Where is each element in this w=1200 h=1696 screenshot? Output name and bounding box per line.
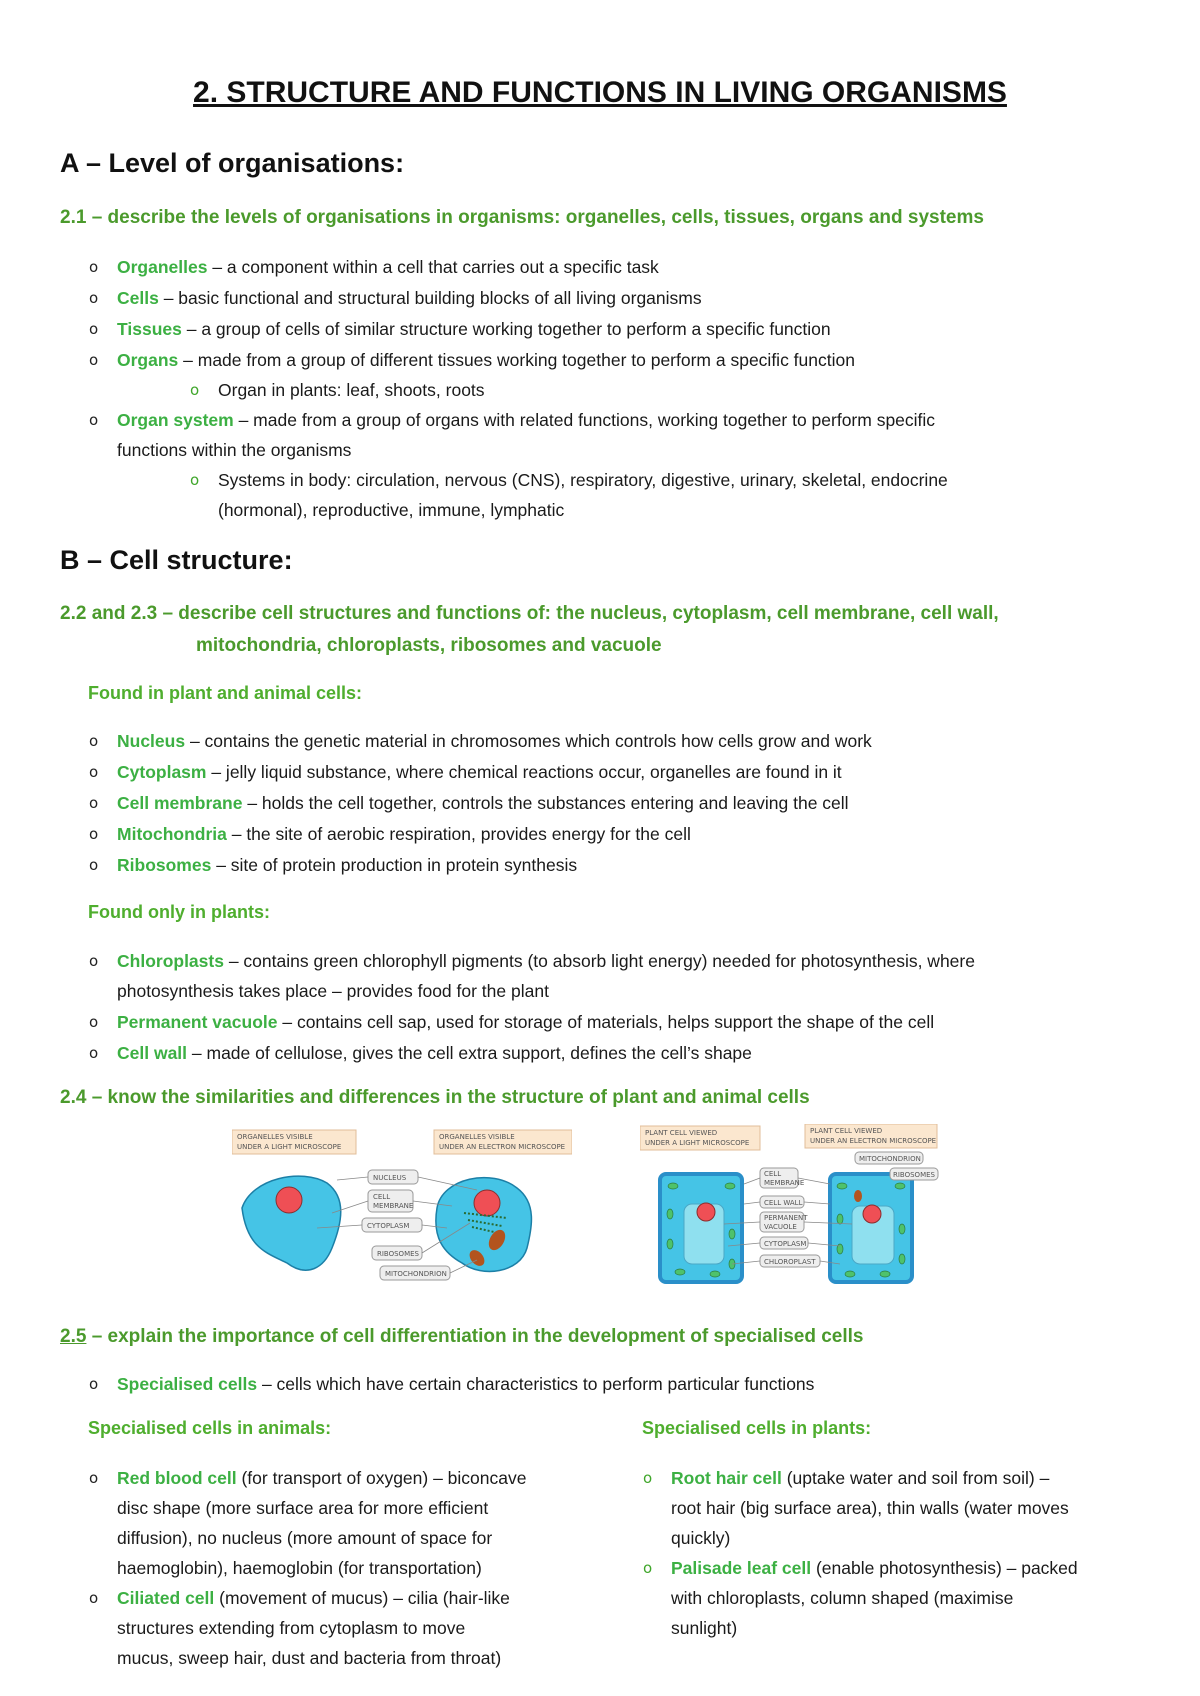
term-palisade-leaf-cell: Palisade leaf cell	[671, 1558, 812, 1578]
bullet-icon: o	[89, 732, 99, 750]
term-ciliated-cell: Ciliated cell	[117, 1588, 215, 1608]
plants-heading: Specialised cells in plants:	[642, 1418, 872, 1438]
list-item	[89, 1007, 935, 1037]
figure-label: VACUOLE	[764, 1223, 797, 1231]
definition: (movement of mucus) – cilia (hair-like	[214, 1588, 510, 1608]
figure-label: PERMANENT	[764, 1214, 808, 1222]
term-cells: Cells	[117, 288, 159, 308]
definition-continued: photosynthesis takes place – provides food for the plant	[117, 981, 549, 1001]
definition-continued: functions within the organisms	[117, 440, 352, 460]
figure-label: MITOCHONDRION	[385, 1270, 447, 1278]
definition-continued: diffusion), no nucleus (more amount of space for	[117, 1528, 493, 1548]
list-item	[89, 726, 872, 756]
bullet-icon: o	[89, 411, 99, 429]
figure-label: ORGANELLES VISIBLE	[439, 1133, 515, 1141]
definition: (enable photosynthesis) – packed	[811, 1558, 1078, 1578]
section-b-heading: B – Cell structure:	[60, 545, 293, 575]
term-ribosomes: Ribosomes	[117, 855, 212, 875]
list-item	[89, 252, 659, 282]
list-item	[89, 819, 691, 849]
bullet-icon: o	[89, 351, 99, 369]
list-item	[89, 850, 578, 880]
definition: – site of protein production in protein synthesis	[211, 855, 578, 875]
list-item	[89, 788, 849, 818]
figure-label: UNDER AN ELECTRON MICROSCOPE	[810, 1137, 937, 1145]
list-item	[89, 283, 702, 313]
bullet-icon: o	[89, 856, 99, 874]
spec-2-4: 2.4 – know the similarities and differences in the structure of plant and animal cells	[60, 1087, 810, 1108]
definition-continued: quickly)	[671, 1528, 731, 1548]
term-permanent-vacuole: Permanent vacuole	[117, 1012, 278, 1032]
section-a-heading: A – Level of organisations:	[60, 148, 405, 178]
bullet-icon: o	[89, 1044, 99, 1062]
sub-list-item	[190, 465, 948, 525]
animals-heading: Specialised cells in animals:	[88, 1418, 332, 1438]
definition: – basic functional and structural building blocks of all living organisms	[158, 288, 702, 308]
bullet-icon: o	[89, 289, 99, 307]
term-chloroplasts: Chloroplasts	[117, 951, 224, 971]
list-item	[643, 1463, 1069, 1553]
nucleus-shape	[474, 1190, 500, 1216]
figure-label: CHLOROPLAST	[764, 1258, 816, 1266]
definition-continued: root hair (big surface area), thin walls (water moves	[671, 1498, 1069, 1518]
term-cell-wall: Cell wall	[117, 1043, 188, 1063]
definition-continued: with chloroplasts, column shaped (maximise	[671, 1588, 1014, 1608]
term-nucleus: Nucleus	[117, 731, 186, 751]
list-item	[89, 405, 936, 465]
nucleus-shape	[863, 1205, 881, 1223]
sub-text-continued: (hormonal), reproductive, immune, lymphatic	[218, 500, 565, 520]
term-red-blood-cell: Red blood cell	[117, 1468, 237, 1488]
spec-2-1: 2.1 – describe the levels of organisations in organisms: organelles, cells, tissues, organs and systems	[60, 207, 984, 228]
bullet-icon: o	[89, 1589, 99, 1607]
sub-list-item	[190, 375, 485, 405]
definition: – holds the cell together, controls the substances entering and leaving the cell	[242, 793, 849, 813]
term-specialised-cells: Specialised cells	[117, 1374, 258, 1394]
list-item	[643, 1553, 1078, 1643]
definition: (for transport of oxygen) – biconcave	[236, 1468, 527, 1488]
bullet-icon: o	[89, 825, 99, 843]
list-item	[89, 1369, 815, 1399]
spec-number: 2.5	[60, 1326, 87, 1347]
bullet-icon: o	[89, 794, 99, 812]
bullet-icon: o	[89, 258, 99, 276]
figure-label: NUCLEUS	[373, 1174, 407, 1182]
definition: – made from a group of different tissues working together to perform a specific function	[178, 350, 855, 370]
bullet-icon: o	[89, 320, 99, 338]
found-in-both-heading: Found in plant and animal cells:	[88, 683, 363, 703]
figure-label: CELL	[373, 1193, 391, 1201]
definition: – cells which have certain characteristics to perform particular functions	[257, 1374, 815, 1394]
figure-label: CYTOPLASM	[764, 1240, 807, 1248]
definition: – the site of aerobic respiration, provides energy for the cell	[226, 824, 691, 844]
definition-continued: sunlight)	[671, 1618, 738, 1638]
term-organelles: Organelles	[117, 257, 208, 277]
definition-continued: structures extending from cytoplasm to move	[117, 1618, 466, 1638]
animal-cell-diagram	[232, 1128, 572, 1286]
list-item	[89, 314, 831, 344]
mitochondrion-shape	[854, 1190, 862, 1202]
term-cell-membrane: Cell membrane	[117, 793, 243, 813]
definition-continued: haemoglobin), haemoglobin (for transportation)	[117, 1558, 482, 1578]
definition: – made of cellulose, gives the cell extra support, defines the cell’s shape	[187, 1043, 752, 1063]
sub-bullet-icon: o	[190, 471, 200, 489]
term-organ-system: Organ system	[117, 410, 234, 430]
figure-label: ORGANELLES VISIBLE	[237, 1133, 313, 1141]
definition: – a component within a cell that carries out a specific task	[207, 257, 659, 277]
bullet-icon: o	[89, 1469, 99, 1487]
figure-label: UNDER A LIGHT MICROSCOPE	[237, 1143, 342, 1151]
figure-label: UNDER AN ELECTRON MICROSCOPE	[439, 1143, 566, 1151]
figure-label: UNDER A LIGHT MICROSCOPE	[645, 1139, 750, 1147]
figure-label: MEMBRANE	[373, 1202, 414, 1210]
definition: (uptake water and soil from soil) –	[781, 1468, 1050, 1488]
list-item	[89, 1038, 752, 1068]
bullet-icon: o	[643, 1469, 653, 1487]
definition: – made from a group of organs with related functions, working together to perform specific	[233, 410, 936, 430]
list-item	[89, 345, 855, 375]
spec-2-2: 2.2 and 2.3 – describe cell structures and functions of: the nucleus, cytoplasm, cell membrane, cell wall,	[60, 603, 999, 624]
list-item	[89, 1463, 527, 1583]
definition: – jelly liquid substance, where chemical reactions occur, organelles are found in it	[206, 762, 842, 782]
page-title: 2. STRUCTURE AND FUNCTIONS IN LIVING ORGANISMS	[193, 76, 1007, 109]
definition-continued: disc shape (more surface area for more efficient	[117, 1498, 489, 1518]
bullet-icon: o	[89, 1013, 99, 1031]
definition: – contains the genetic material in chromosomes which controls how cells grow and work	[185, 731, 872, 751]
term-organs: Organs	[117, 350, 179, 370]
definition: – contains green chlorophyll pigments (to absorb light energy) needed for photosynthesis, where	[223, 951, 975, 971]
bullet-icon: o	[643, 1559, 653, 1577]
bullet-icon: o	[89, 952, 99, 970]
list-item	[89, 757, 842, 787]
spec-2-5	[60, 1321, 864, 1352]
figure-label: PLANT CELL VIEWED	[810, 1127, 883, 1135]
plant-cell-diagram	[640, 1124, 940, 1289]
term-root-hair-cell: Root hair cell	[671, 1468, 782, 1488]
sub-bullet-icon: o	[190, 381, 200, 399]
sub-text: Systems in body: circulation, nervous (CNS), respiratory, digestive, urinary, skeletal, endocrine	[218, 470, 948, 490]
spec-2-2-continued: mitochondria, chloroplasts, ribosomes and vacuole	[196, 635, 662, 656]
sub-text: Organ in plants: leaf, shoots, roots	[218, 380, 485, 400]
definition: – contains cell sap, used for storage of materials, helps support the shape of the cell	[277, 1012, 935, 1032]
figure-label: CELL	[764, 1170, 782, 1178]
figure-label: CYTOPLASM	[367, 1222, 410, 1230]
nucleus-shape	[697, 1203, 715, 1221]
list-item	[89, 946, 975, 1006]
figure-label: MITOCHONDRION	[859, 1155, 921, 1163]
nucleus-shape	[276, 1187, 302, 1213]
spec-text: – explain the importance of cell differentiation in the development of specialised cells	[86, 1326, 864, 1347]
term-tissues: Tissues	[117, 319, 182, 339]
definition: – a group of cells of similar structure working together to perform a specific function	[181, 319, 831, 339]
figure-label: PLANT CELL VIEWED	[645, 1129, 718, 1137]
bullet-icon: o	[89, 763, 99, 781]
term-mitochondria: Mitochondria	[117, 824, 227, 844]
list-item	[89, 1583, 510, 1673]
bullet-icon: o	[89, 1375, 99, 1393]
found-only-plants-heading: Found only in plants:	[88, 902, 270, 922]
figure-label: RIBOSOMES	[377, 1250, 419, 1258]
definition-continued: mucus, sweep hair, dust and bacteria from throat)	[117, 1648, 502, 1668]
figure-label: MEMBRANE	[764, 1179, 805, 1187]
figure-label: CELL WALL	[764, 1199, 803, 1207]
figure-label: RIBOSOMES	[893, 1171, 935, 1179]
term-cytoplasm: Cytoplasm	[117, 762, 207, 782]
